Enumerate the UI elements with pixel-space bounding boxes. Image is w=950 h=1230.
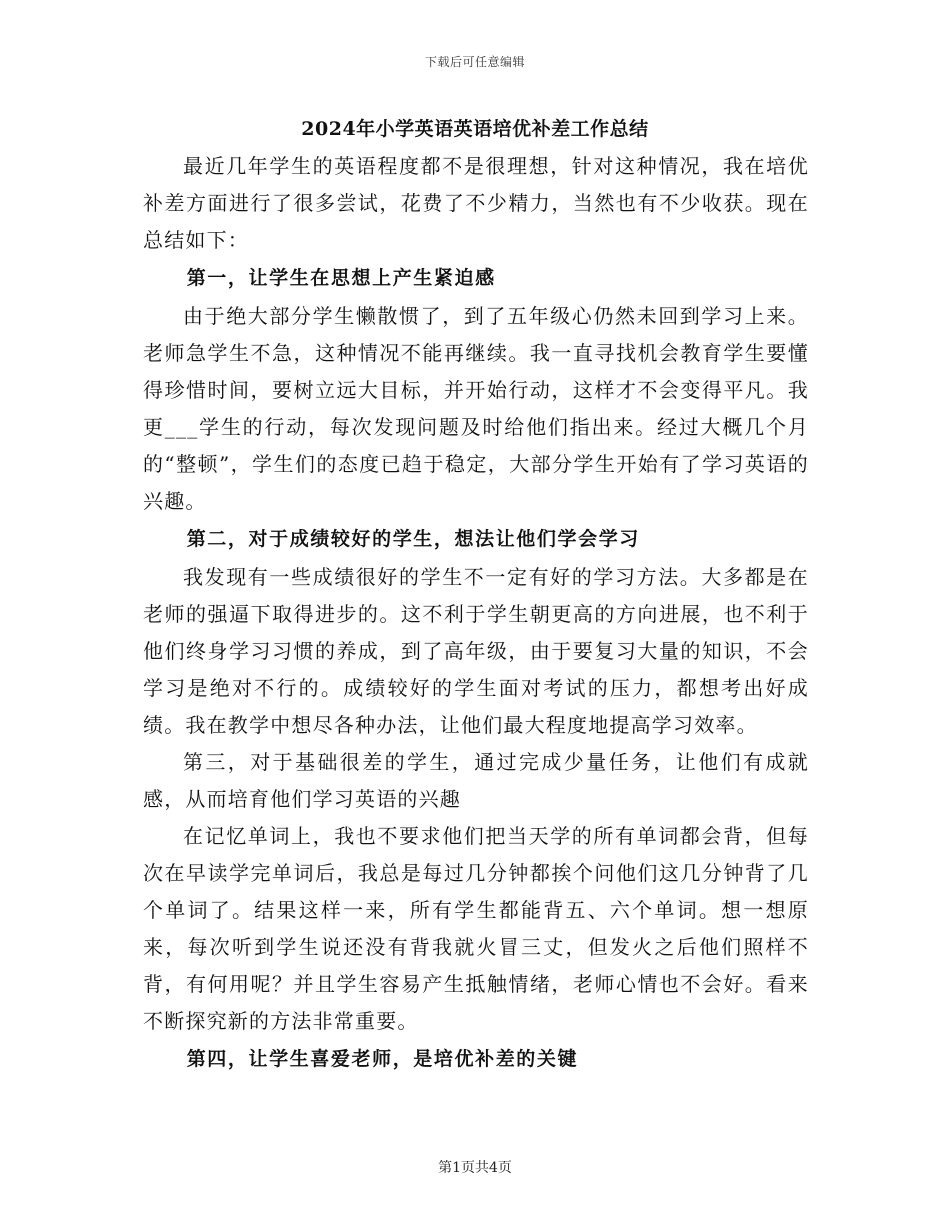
- section-1-heading: 第一，让学生在思想上产生紧迫感: [186, 267, 496, 289]
- page-header-note: 下载后可任意编辑: [424, 55, 525, 69]
- section-2-heading: 第二，对于成绩较好的学生，想法让他们学会学习: [186, 528, 640, 550]
- document-body: [143, 148, 809, 1079]
- section-3-paragraph: 在记忆单词上，我也不要求他们把当天学的所有单词都会背，但每次在早读学完单词后，我总是每过几分钟都挨个问他们这几分钟背了几个单词了。结果这样一来，所有学生都能背五、六个单词。想一想原来，每次听到学生说还没有背我就火冒三丈，但发火之后他们照样不背，有何用呢？并且学生容易产生抵触情绪，老师心情也不会好。看来不断探究新的方法非常重要。: [143, 824, 809, 1033]
- section-3-heading: 第三，对于基础很差的学生，通过完成少量任务，让他们有成就感，从而培育他们学习英语的兴趣: [143, 750, 809, 811]
- section-1-paragraph: 由于绝大部分学生懒散惯了，到了五年级心仍然未回到学习上来。老师急学生不急，这种情况不能再继续。我一直寻找机会教育学生要懂得珍惜时间，要树立远大目标，并开始行动，这样才不会变得平凡。我更___学生的行动，每次发现问题及时给他们指出来。经过大概几个月的“整顿”，学生们的态度已趋于稳定，大部分学生开始有了学习英语的兴趣。: [143, 304, 809, 513]
- page-number: 第1页共4页: [438, 1160, 512, 1176]
- section-2-paragraph: 我发现有一些成绩很好的学生不一定有好的学习方法。大多都是在老师的强逼下取得进步的。这不利于学生朝更高的方向进展，也不利于他们终身学习习惯的养成，到了高年级，由于要复习大量的知识，不会学习是绝对不行的。成绩较好的学生面对考试的压力，都想考出好成绩。我在教学中想尽各种办法，让他们最大程度地提高学习效率。: [143, 565, 809, 737]
- document-title: 2024年小学英语英语培优补差工作总结: [301, 118, 649, 140]
- intro-paragraph: 最近几年学生的英语程度都不是很理想，针对这种情况，我在培优补差方面进行了很多尝试，花费了不少精力，当然也有不少收获。现在总结如下：: [143, 154, 809, 252]
- section-4-heading: 第四，让学生喜爱老师，是培优补差的关键: [186, 1048, 579, 1070]
